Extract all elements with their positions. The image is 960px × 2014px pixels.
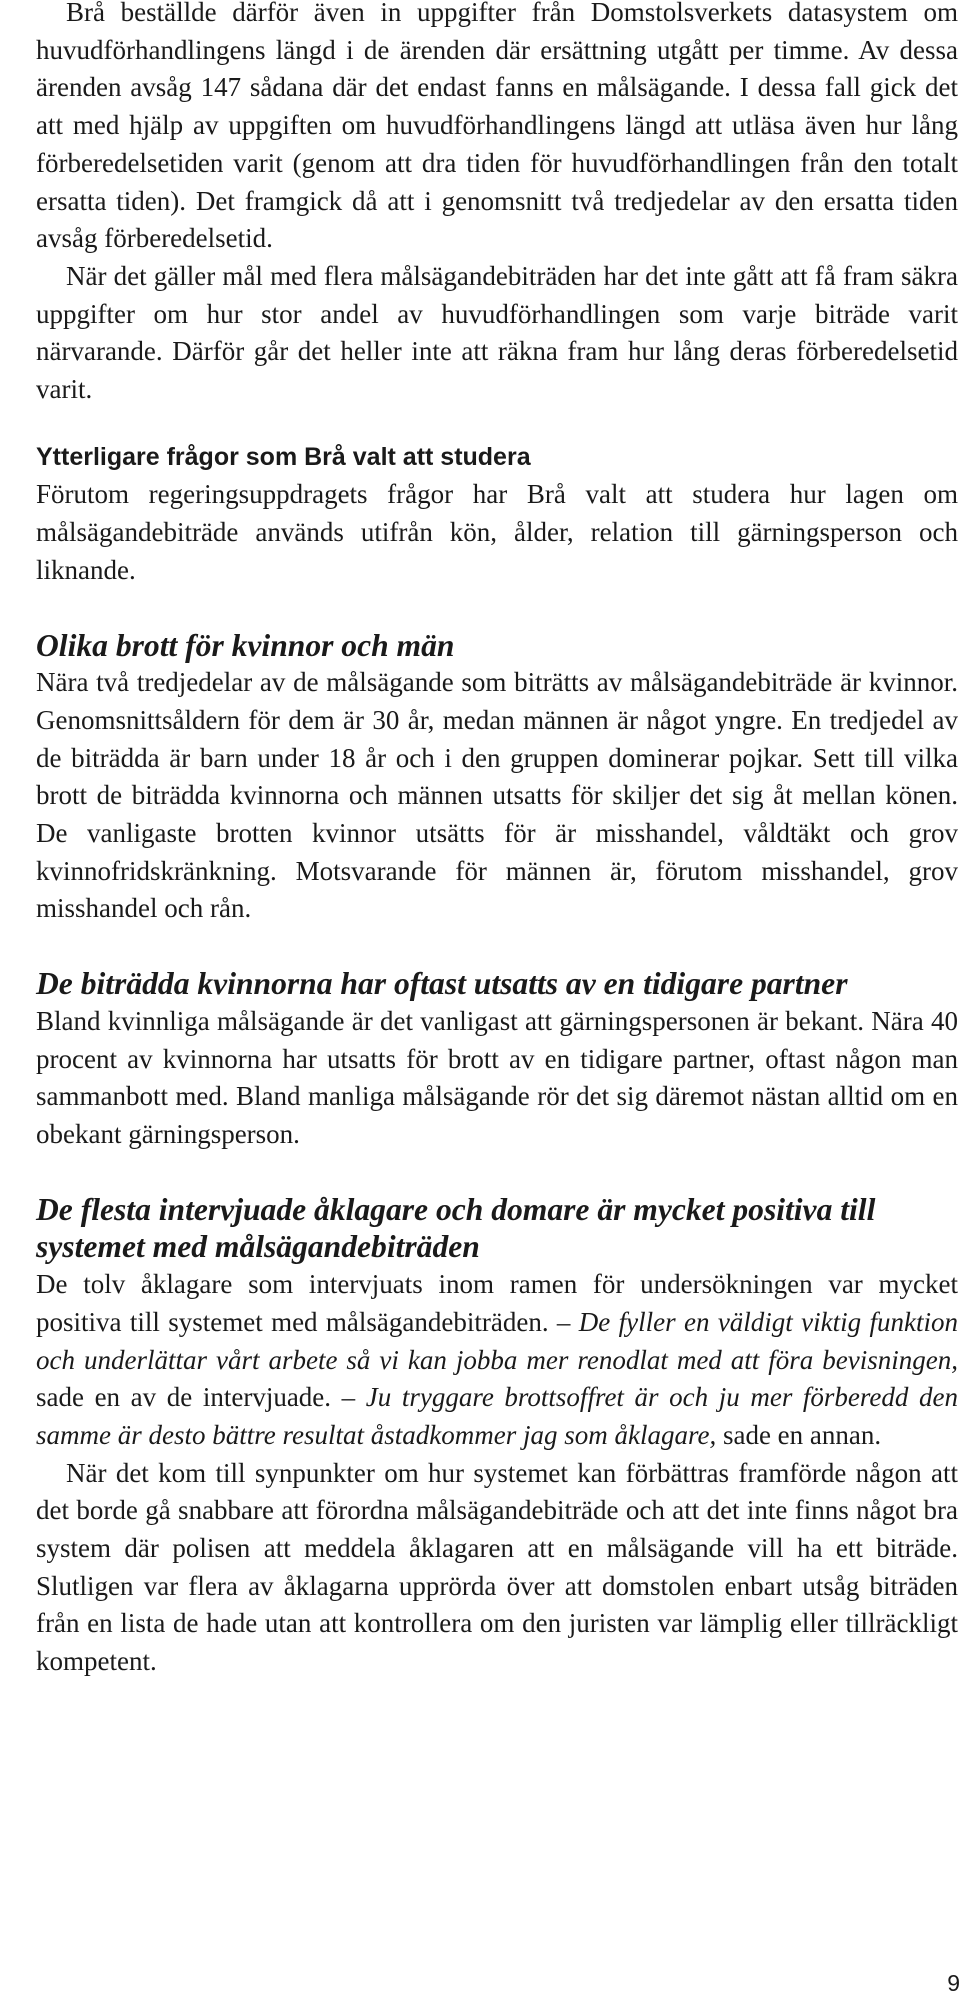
section-interviews <box>36 1191 958 1681</box>
page-number: 9 <box>947 1970 960 1996</box>
section-paragraph-interviews-1 <box>36 1266 958 1455</box>
section-heading-interviews: De flesta intervjuade åklagare och domare är mycket positiva till systemet med målsägandebiträden <box>36 1191 876 1265</box>
section-paragraph-interviews-2: När det kom till synpunkter om hur systemet kan förbättras framförde någon att det borde gå snabbare att förordna målsägandebiträde och att det inte finns något bra system där polisen att meddela åklagaren att en målsägande vill ha ett biträde. Slutligen var flera av åklagarna upprörda över att domstolen enbart utsåg biträden från en lista de hade utan att kontrollera om den juristen var lämplig eller tillräckligt kompetent. <box>36 1457 958 1677</box>
interviews-text-c: sade en annan. <box>716 1419 882 1450</box>
section-heading-partner: De biträdda kvinnorna har oftast utsatts av en tidigare partner <box>36 966 848 1002</box>
interviews-quote-1: De fyller en väldigt viktig funktion och underlättar vårt arbete så vi kan jobba mer renodlat med att föra bevisningen, <box>36 1306 958 1375</box>
section-paragraph-gender: Nära två tredjedelar av de målsägande som biträtts av målsägandebiträde är kvinnor. Genomsnittsåldern för dem är 30 år, medan männen är något yngre. En tredjedel av de biträdda är barn under 18 år och i den gruppen dominerar pojkar. Sett till vilka brott de biträdda kvinnorna och männen utsatts för skiljer det sig åt mellan könen. De vanligaste brotten kvinnor utsätts för är misshandel, våldtäkt och grov kvinnofridskränkning. Motsvarande för männen är, förutom misshandel, grov misshandel och rån. <box>36 667 958 924</box>
intro-section <box>36 0 958 409</box>
document-page <box>36 0 958 1681</box>
intro-paragraph-2: När det gäller mål med flera målsägandebiträden har det inte gått att få fram säkra uppgifter om hur stor andel av huvudförhandlingen som varje biträde varit närvarande. Därför går det heller inte att räkna fram hur lång deras förberedelsetid varit. <box>36 260 958 405</box>
interviews-text-b: sade en av de intervjuade. – <box>36 1382 366 1413</box>
section-partner <box>36 965 958 1154</box>
interviews-quote-2: Ju tryggare brottsoffret är och ju mer förberedd den samme är desto bättre resultat åstadkommer jag som åklagare, <box>36 1382 958 1450</box>
section-paragraph-partner: Bland kvinnliga målsägande är det vanligast att gärningspersonen är bekant. Nära 40 procent av kvinnorna har utsatts för brott av en tidigare partner, oftast någon man sammanbott med. Bland manliga målsägande rör det sig däremot nästan alltid om en obekant gärningsperson. <box>36 1005 958 1149</box>
interviews-text-a: De tolv åklagare som intervjuats inom ramen för undersökningen var mycket positiva till systemet med målsägandebiträden. – <box>36 1269 958 1337</box>
section-additional-questions <box>36 439 958 590</box>
intro-paragraph-1: Brå beställde därför även in uppgifter från Domstolsverkets datasystem om huvudförhandlingens längd i de ärenden där ersättning utgått per timme. Av dessa ärenden avsåg 147 sådana där det endast fanns en målsägande. I dessa fall gick det att med hjälp av uppgiften om huvudförhandlingens längd att utläsa även hur lång förberedelsetiden varit (genom att dra tiden för huvudförhandlingen från den totalt ersatta tiden). Det framgick då att i genomsnitt två tredjedelar av den ersatta tiden avsåg förberedelsetid. <box>36 0 958 254</box>
section-heading-gender: Olika brott för kvinnor och män <box>36 627 455 663</box>
section-paragraph-additional-questions: Förutom regeringsuppdragets frågor har Brå valt att studera hur lagen om målsägandebiträde används utifrån kön, ålder, relation till gärningsperson och liknande. <box>36 479 958 585</box>
section-heading-additional-questions: Ytterligare frågor som Brå valt att studera <box>36 442 531 471</box>
section-gender <box>36 627 958 929</box>
